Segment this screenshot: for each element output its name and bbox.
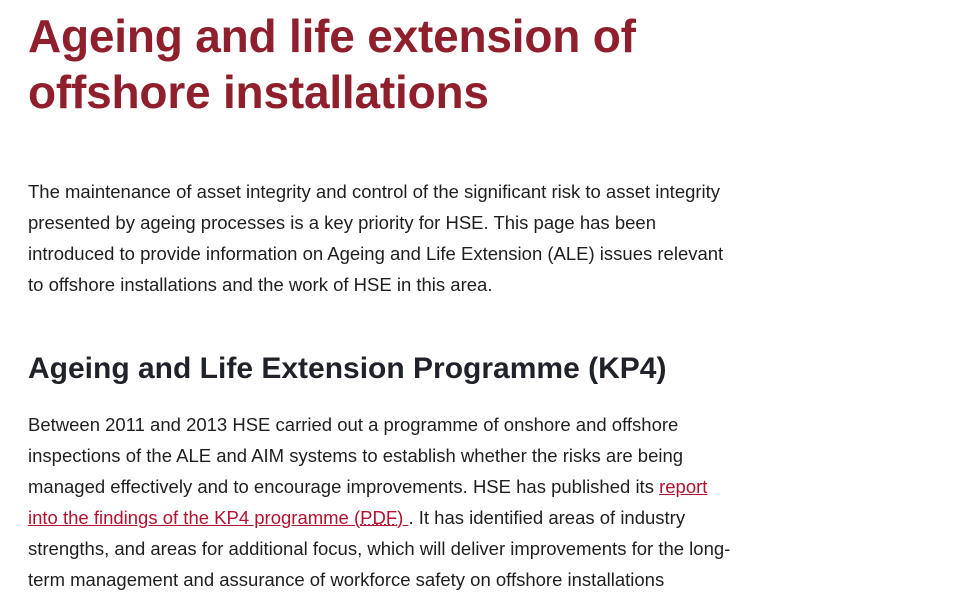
page-title: Ageing and life extension of offshore installations — [28, 10, 636, 118]
report-link-label: report into the findings of the KP4 programme ( — [28, 476, 708, 528]
paragraph-text-after-link: . It has identified areas of industry strengths, and areas for additional focus, which will deliver improvements for the long-term management and assurance of workforce safety on offshore installations — [28, 507, 731, 590]
paragraph-text-before-link: Between 2011 and 2013 HSE carried out a programme of onshore and offshore inspections of the ALE and AIM systems to establish whether the risks are being managed effectively and to encourage improvements. HSE has published its — [28, 414, 684, 497]
intro-paragraph: The maintenance of asset integrity and control of the significant risk to asset integrity presented by ageing processes is a key priority for HSE. This page has been introduced to provide information on Ageing and Life Extension (ALE) issues relevant to offshore installations and the work of HSE in this area. — [28, 181, 724, 295]
section-heading: Ageing and Life Extension Programme (KP4) — [28, 352, 667, 385]
pdf-abbreviation: PDF — [360, 507, 398, 528]
report-link-close: ) — [397, 507, 409, 528]
main-content — [28, 8, 738, 595]
section-paragraph — [28, 409, 738, 595]
